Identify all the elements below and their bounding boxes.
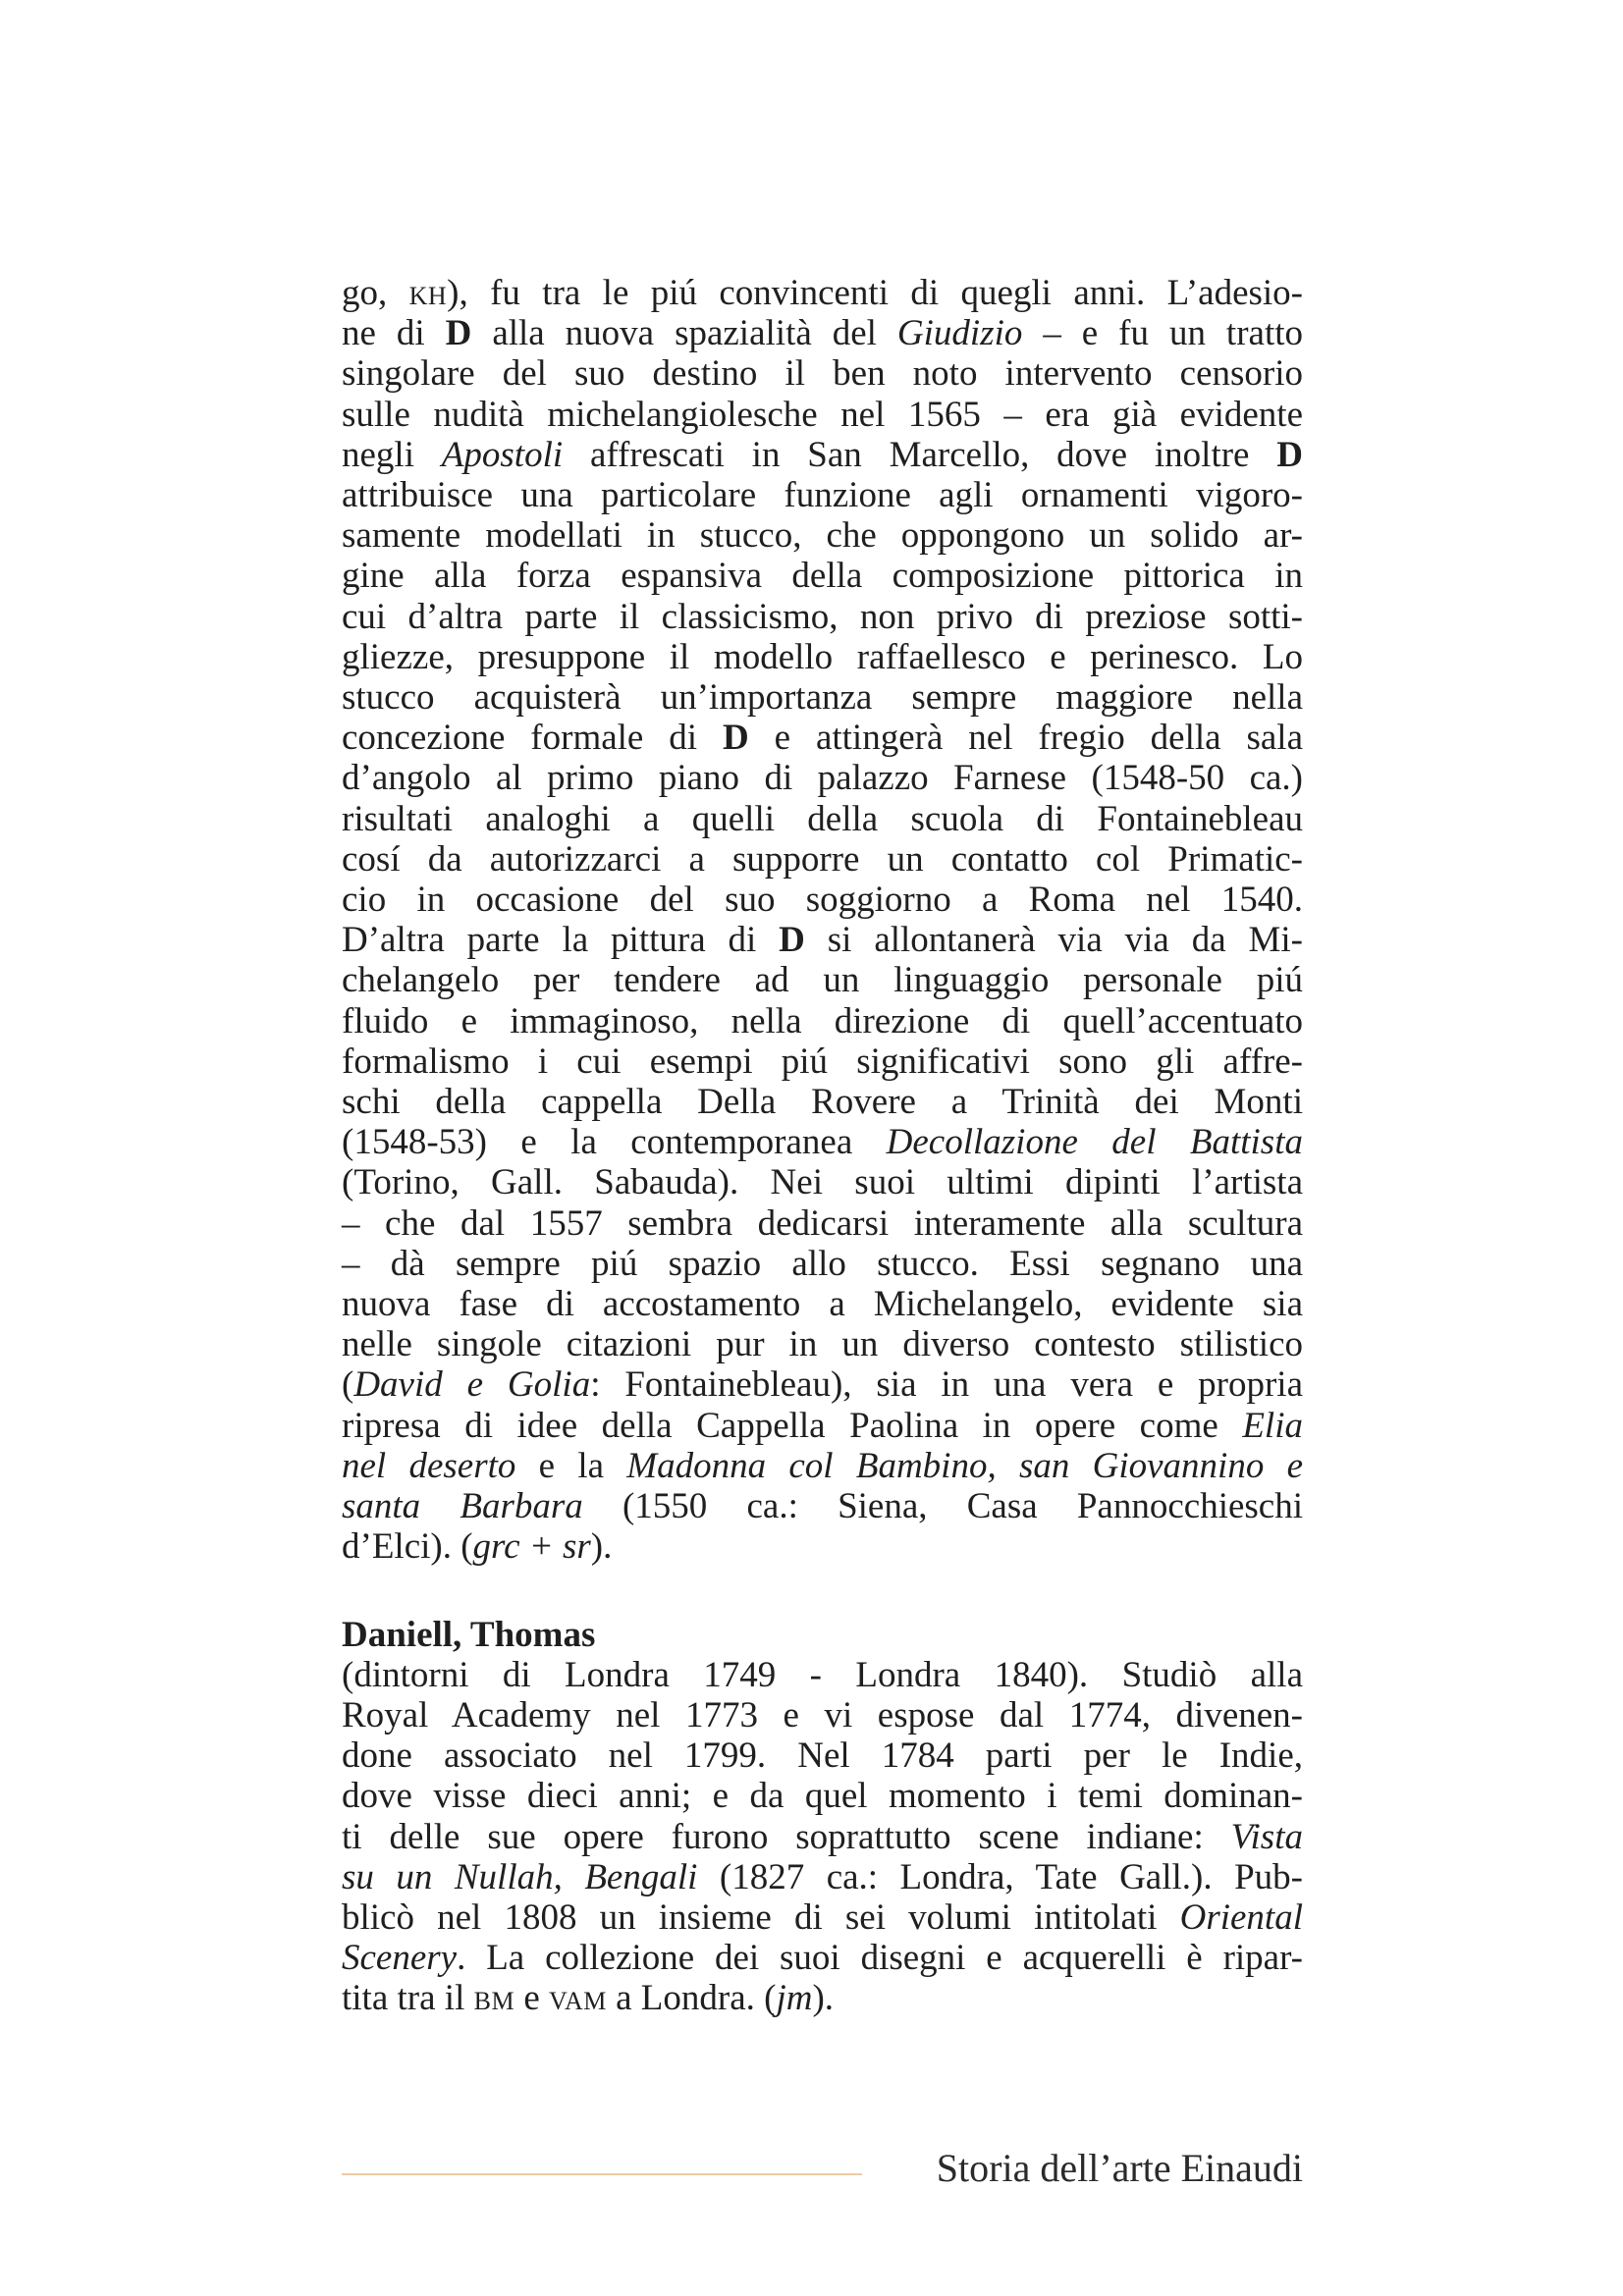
text-line: nelle singole citazioni pur in un diverso contesto stilistico [342, 1324, 1303, 1365]
inline-span: bm [473, 1978, 515, 2019]
entry-daniell-paragraph [342, 1655, 1303, 2019]
text-line: risultati analoghi a quelli della scuola di Fontainebleau [342, 798, 1303, 839]
inline-span: Decollazione del Battista [886, 1122, 1303, 1163]
text-line: fluido e immaginoso, nella direzione di quell’accentuato [342, 1000, 1303, 1041]
text-line: blicò nel 1808 un insieme di sei volumi intitolati Oriental [342, 1896, 1303, 1938]
text-line: D’altra parte la pittura di D si allontanerà via via da Mi- [342, 920, 1303, 961]
text-column [342, 273, 1303, 2019]
inline-span: vam [549, 1978, 607, 2019]
text-line: santa Barbara (1550 ca.: Siena, Casa Pannocchieschi [342, 1486, 1304, 1527]
text-line: d’angolo al primo piano di palazzo Farnese (1548-50 ca.) [342, 758, 1303, 799]
footer-series-title: Storia dell’arte Einaudi [936, 2146, 1303, 2190]
inline-span: grc + sr [472, 1526, 591, 1568]
text-line: su un Nullah, Bengali (1827 ca.: Londra, Tate Gall.). Pub- [342, 1856, 1303, 1897]
text-line: ne di D alla nuova spazialità del Giudizio – e fu un tratto [342, 313, 1303, 354]
text-line: cui d’altra parte il classicismo, non privo di preziose sotti- [342, 596, 1303, 637]
text-line: singolare del suo destino il ben noto intervento censorio [342, 353, 1303, 395]
text-line: – che dal 1557 sembra dedicarsi interamente alla scultura [342, 1202, 1303, 1244]
text-line: stucco acquisterà un’importanza sempre maggiore nella [342, 677, 1303, 719]
page-footer [342, 2144, 1303, 2193]
inline-span: nel deserto [342, 1445, 516, 1486]
inline-span: D [445, 313, 472, 354]
inline-span: Apostoli [441, 434, 564, 475]
inline-span: Giudizio [896, 313, 1023, 354]
text-line: nuova fase di accostamento a Michelangelo, evidente sia [342, 1284, 1303, 1325]
inline-span: santa Barbara [342, 1486, 583, 1527]
inline-span: Elia [1242, 1405, 1303, 1446]
text-line: formalismo i cui esempi piú significativi sono gli affre- [342, 1041, 1303, 1082]
inline-span: D [1276, 434, 1304, 475]
text-line: chelangelo per tendere ad un linguaggio personale piú [342, 960, 1303, 1001]
entry-heading-daniell: Daniell, Thomas [342, 1614, 596, 1655]
inline-span: Vista [1230, 1816, 1303, 1857]
inline-span: su un Nullah, Bengali [342, 1856, 698, 1897]
text-line: Scenery. La collezione dei suoi disegni e acquerelli è ripar- [342, 1938, 1303, 1979]
inline-span: kh [408, 273, 448, 313]
text-line: concezione formale di D e attingerà nel fregio della sala [342, 718, 1304, 759]
text-line: gliezze, presuppone il modello raffaellesco e perinesco. Lo [342, 636, 1303, 677]
inline-span: D [779, 920, 805, 961]
inline-span: David e Golia [353, 1364, 591, 1406]
text-line: nel deserto e la Madonna col Bambino, san Giovannino e [342, 1445, 1303, 1486]
footer-rule [342, 2173, 862, 2175]
text-line: done associato nel 1799. Nel 1784 parti per le Indie, [342, 1735, 1303, 1777]
text-line: cio in occasione del suo soggiorno a Roma nel 1540. [342, 880, 1303, 921]
text-line: tita tra il bm e vam a Londra. (jm). [342, 1978, 835, 2019]
text-line: (1548-53) e la contemporanea Decollazione del Battista [342, 1122, 1303, 1163]
inline-span: Oriental [1179, 1896, 1303, 1938]
text-line: (David e Golia: Fontainebleau), sia in una vera e propria [342, 1364, 1303, 1406]
text-line: gine alla forza espansiva della composizione pittorica in [342, 556, 1303, 597]
inline-span: D [722, 718, 749, 759]
inline-span: Madonna col Bambino, san Giovannino e [626, 1445, 1303, 1486]
text-line: negli Apostoli affrescati in San Marcello, dove inoltre D [342, 434, 1304, 475]
text-line: dove visse dieci anni; e da quel momento i temi dominan- [342, 1776, 1303, 1817]
text-line: sulle nudità michelangiolesche nel 1565 – era già evidente [342, 394, 1303, 435]
text-line: Royal Academy nel 1773 e vi espose dal 1774, divenen- [342, 1694, 1303, 1735]
text-line: samente modellati in stucco, che oppongono un solido ar- [342, 515, 1303, 557]
text-line: d’Elci). (grc + sr). [342, 1526, 613, 1568]
text-line: – dà sempre piú spazio allo stucco. Essi segnano una [342, 1243, 1303, 1284]
inline-span: jm [776, 1978, 813, 2019]
text-line: (dintorni di Londra 1749 - Londra 1840). Studiò alla [342, 1654, 1303, 1695]
text-line: (Torino, Gall. Sabauda). Nei suoi ultimi dipinti l’artista [342, 1162, 1303, 1203]
text-line: schi della cappella Della Rovere a Trinità dei Monti [342, 1082, 1303, 1123]
text-line: go, kh), fu tra le piú convincenti di quegli anni. L’adesio- [342, 273, 1303, 313]
inline-span: Scenery [342, 1938, 458, 1979]
entry-continued-paragraph [342, 273, 1303, 1568]
text-line: attribuisce una particolare funzione agli ornamenti vigoro- [342, 475, 1303, 516]
text-line: ripresa di idee della Cappella Paolina in opere come Elia [342, 1405, 1303, 1446]
text-line: cosí da autorizzarci a supporre un contatto col Primatic- [342, 838, 1303, 880]
text-line: ti delle sue opere furono soprattutto scene indiane: Vista [342, 1816, 1303, 1857]
